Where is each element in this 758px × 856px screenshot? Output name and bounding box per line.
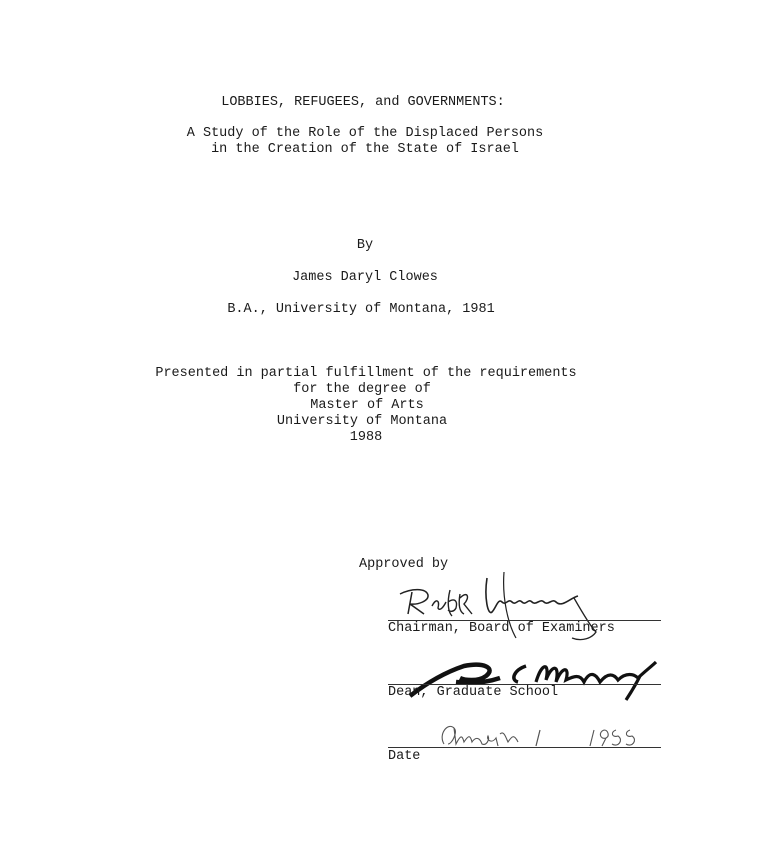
dean-label: Dean, Graduate School	[388, 685, 559, 700]
year: 1988	[349, 430, 383, 445]
presentation-line-1: Presented in partial fulfillment of the requirements	[155, 366, 577, 381]
thesis-subtitle-line-2: in the Creation of the State of Israel	[211, 142, 519, 157]
author-name: James Daryl Clowes	[292, 270, 438, 285]
date-line	[388, 747, 661, 748]
degree-name: Master of Arts	[310, 398, 424, 413]
date-label: Date	[388, 749, 421, 764]
by-label: By	[356, 238, 374, 253]
institution: University of Montana	[276, 414, 448, 429]
thesis-title: LOBBIES, REFUGEES, and GOVERNMENTS:	[221, 95, 505, 110]
thesis-subtitle-line-1: A Study of the Role of the Displaced Persons	[186, 126, 544, 141]
presentation-line-2: for the degree of	[293, 382, 431, 397]
chairman-label: Chairman, Board of Examiners	[388, 621, 615, 636]
approved-by-label: Approved by	[359, 557, 449, 572]
prior-degree: B.A., University of Montana, 1981	[227, 302, 495, 317]
